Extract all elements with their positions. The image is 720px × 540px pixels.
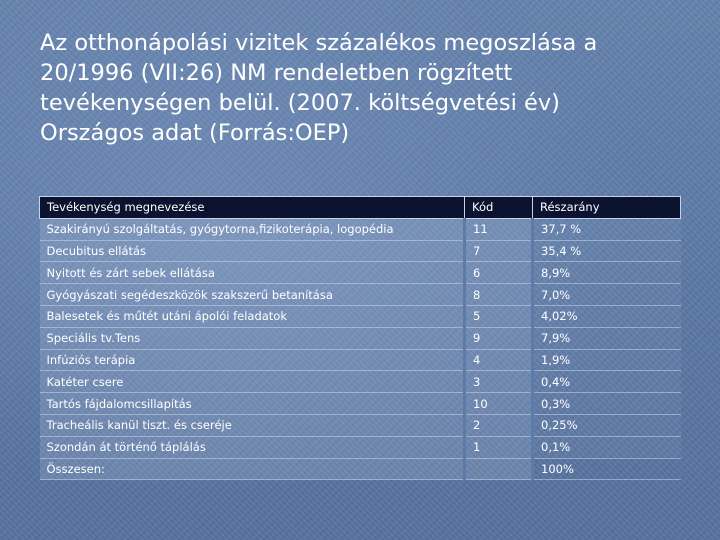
table-row	[40, 393, 681, 415]
header-activity-name: Tevékenység megnevezése	[40, 197, 465, 219]
activity-share-table	[39, 196, 681, 480]
table-row	[40, 414, 681, 436]
table-row	[40, 436, 681, 458]
title-line: tevékenységen belül. (2007. költségvetési év)	[40, 90, 560, 116]
table-row	[40, 305, 681, 327]
table-total-row	[40, 458, 681, 480]
title-line: Országos adat (Forrás:OEP)	[40, 120, 350, 146]
activity-name-cell: Gyógyászati segédeszközök szakszerű betanítása	[40, 284, 465, 306]
share-cell: 1,9%	[533, 349, 681, 371]
share-cell: 37,7 %	[533, 218, 681, 240]
slide-title	[40, 28, 700, 148]
code-cell: 1	[465, 436, 533, 458]
title-line: 20/1996 (VII:26) NM rendeletben rögzített	[40, 60, 513, 86]
activity-name-cell: Nyitott és zárt sebek ellátása	[40, 262, 465, 284]
activity-name-cell: Katéter csere	[40, 371, 465, 393]
share-cell: 0,25%	[533, 414, 681, 436]
header-share: Részarány	[533, 197, 681, 219]
activity-name-cell: Speciális tv.Tens	[40, 327, 465, 349]
activity-name-cell: Infúziós terápia	[40, 349, 465, 371]
code-cell: 5	[465, 305, 533, 327]
share-cell: 35,4 %	[533, 240, 681, 262]
code-cell: 2	[465, 414, 533, 436]
table-row	[40, 262, 681, 284]
activity-name-cell: Tracheális kanül tiszt. és cseréje	[40, 414, 465, 436]
activity-name-cell: Decubitus ellátás	[40, 240, 465, 262]
code-cell: 8	[465, 284, 533, 306]
code-cell: 7	[465, 240, 533, 262]
header-code: Kód	[465, 197, 533, 219]
code-cell: 3	[465, 371, 533, 393]
table-row	[40, 284, 681, 306]
activity-name-cell: Szakirányú szolgáltatás, gyógytorna,fizikoterápia, logopédia	[40, 218, 465, 240]
table-row	[40, 371, 681, 393]
share-cell: 7,0%	[533, 284, 681, 306]
table-row	[40, 240, 681, 262]
table-row	[40, 218, 681, 240]
total-code-cell	[465, 458, 533, 480]
total-label-cell: Összesen:	[40, 458, 465, 480]
activity-name-cell: Szondán át történő táplálás	[40, 436, 465, 458]
code-cell: 6	[465, 262, 533, 284]
activity-name-cell: Balesetek és műtét utáni ápolói feladatok	[40, 305, 465, 327]
code-cell: 11	[465, 218, 533, 240]
share-cell: 0,3%	[533, 393, 681, 415]
share-cell: 0,4%	[533, 371, 681, 393]
code-cell: 9	[465, 327, 533, 349]
share-cell: 7,9%	[533, 327, 681, 349]
code-cell: 10	[465, 393, 533, 415]
share-cell: 4,02%	[533, 305, 681, 327]
code-cell: 4	[465, 349, 533, 371]
share-cell: 8,9%	[533, 262, 681, 284]
activity-name-cell: Tartós fájdalomcsillapítás	[40, 393, 465, 415]
title-line: Az otthonápolási vizitek százalékos megoszlása a	[40, 30, 598, 56]
table-header-row	[40, 197, 681, 219]
table-row	[40, 349, 681, 371]
share-cell: 0,1%	[533, 436, 681, 458]
table-row	[40, 327, 681, 349]
total-share-cell: 100%	[533, 458, 681, 480]
